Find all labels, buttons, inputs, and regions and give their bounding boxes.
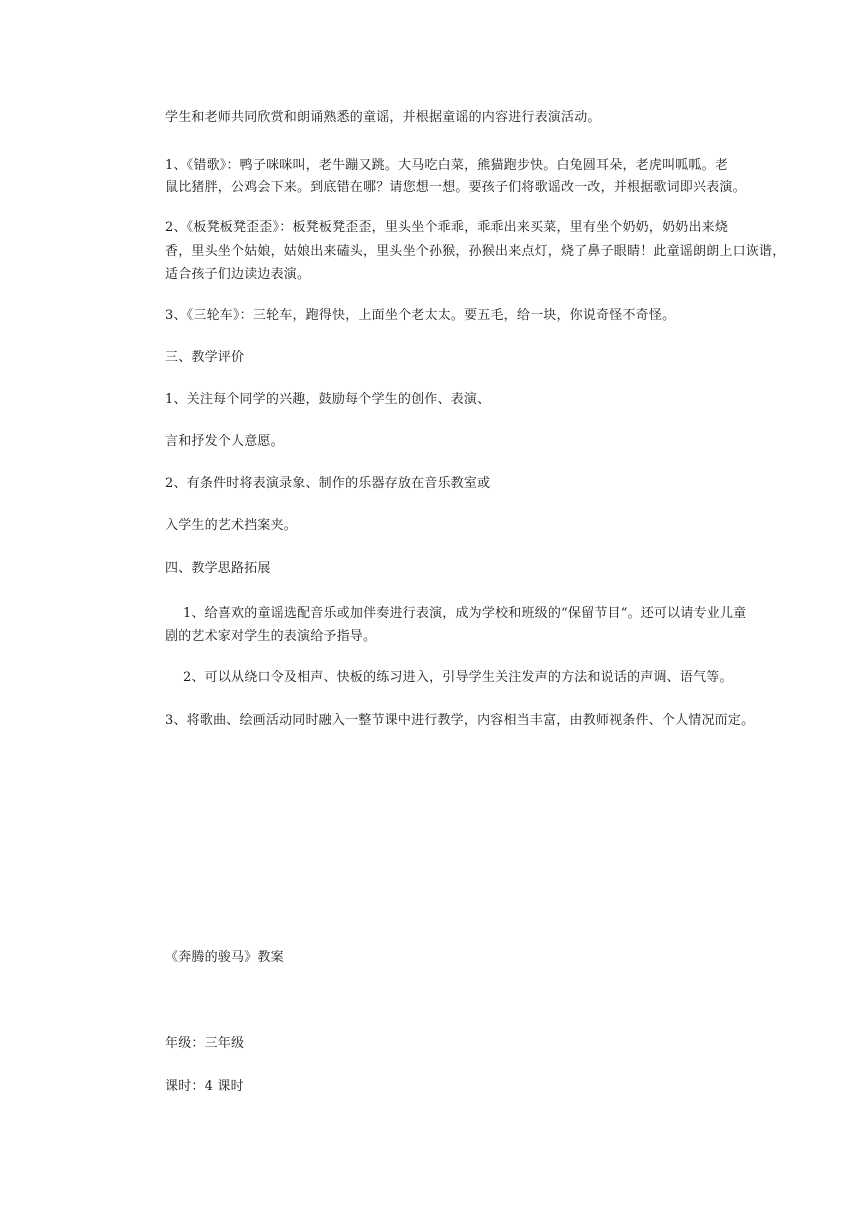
section4-heading: 四、教学思路拓展: [165, 561, 271, 576]
item1-line1: 1、《错歌》：鸭子咪咪叫，老牛蹦又跳。大马吃白菜，熊猫跑步快。白兔圆耳朵，老虎叫呱呱。老: [165, 158, 729, 173]
eval1-line1: 1、关注每个同学的兴趣，鼓励每个学生的创作、表演、: [165, 392, 491, 407]
ext2-paragraph: 2、可以从绕口令及相声、快板的练习进入，引导学生关注发声的方法和说话的声调、语气等。: [183, 670, 733, 685]
ext1-line1: 1、给喜欢的童谣选配音乐或加伴奏进行表演，成为学校和班级的“保留节目“。还可以请专业儿童: [183, 606, 747, 621]
section3-heading: 三、教学评价: [165, 350, 245, 365]
item3-paragraph: 3、《三轮车》：三轮车，跑得快，上面坐个老太太。要五毛，给一块，你说奇怪不奇怪。: [165, 308, 676, 323]
grade-line: 年级：三年级: [165, 1036, 245, 1051]
next-lesson-title: 《奔腾的骏马》教案: [165, 950, 284, 965]
ext3-paragraph: 3、将歌曲、绘画活动同时融入一整节课中进行教学，内容相当丰富，由教师视条件、个人情况而定。: [165, 713, 755, 728]
item2-line3: 适合孩子们边读边表演。: [165, 267, 311, 282]
intro-paragraph: 学生和老师共同欣赏和朗诵熟悉的童谣，并根据童谣的内容进行表演活动。: [165, 110, 601, 125]
ext1-line2: 剧的艺术家对学生的表演给予指导。: [165, 629, 377, 644]
eval1-line2: 言和抒发个人意愿。: [165, 434, 284, 449]
hours-line: 课时：4 课时: [165, 1079, 244, 1094]
item1-line2: 鼠比猪胖，公鸡会下来。到底错在哪？请您想一想。要孩子们将歌谣改一改，并根据歌词即兴表演。: [165, 180, 746, 195]
eval2-line1: 2、有条件时将表演录象、制作的乐器存放在音乐教室或: [165, 476, 491, 491]
item2-line1: 2、《板凳板凳歪歪》：板凳板凳歪歪，里头坐个乖乖，乖乖出来买菜，里有坐个奶奶，奶奶出来烧: [165, 220, 729, 235]
eval2-line2: 入学生的艺术挡案夹。: [165, 518, 298, 533]
item2-line2: 香，里头坐个姑娘，姑娘出来磕头，里头坐个孙猴，孙猴出来点灯，烧了鼻子眼睛！此童谣朗朗上口诙谐，: [165, 244, 786, 259]
